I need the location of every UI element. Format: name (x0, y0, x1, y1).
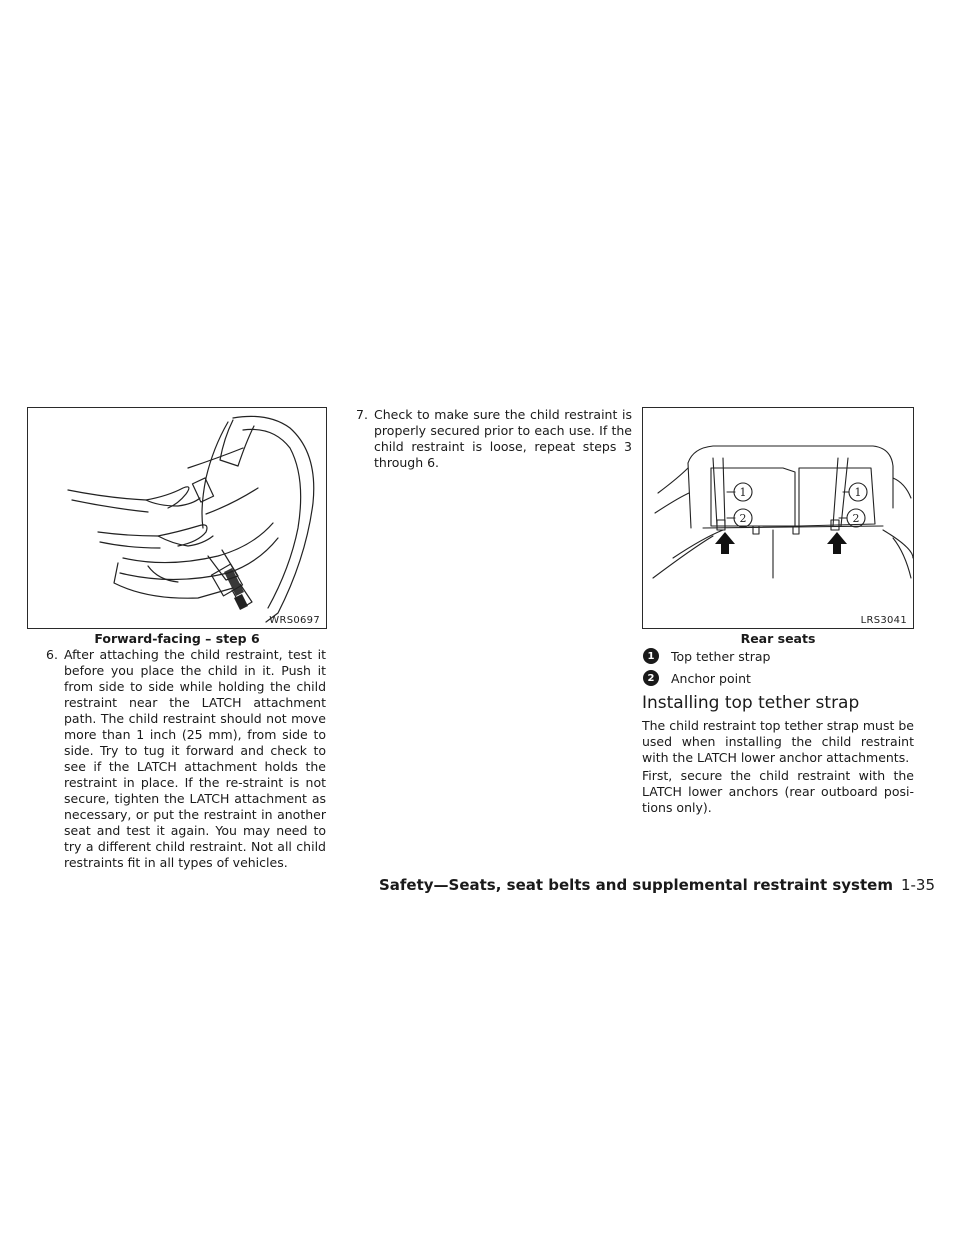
callout-badge: 2 (643, 670, 659, 686)
step-number: 7. (356, 407, 368, 422)
section-heading: Installing top tether strap (642, 693, 860, 713)
callout-1-right: 1 (854, 486, 862, 499)
figure-rear-seats (642, 407, 914, 629)
step-7 (356, 407, 632, 471)
section-paragraph-1: The child restraint top tether strap must be used when installing the child restraint with the LATCH lower anchor attachments. (642, 718, 914, 765)
rear-seats-illustration (643, 408, 913, 628)
legend-label: Top tether strap (671, 648, 771, 664)
arrow-up-icon (715, 532, 847, 554)
figure-caption-forward: Forward-facing – step 6 (94, 631, 260, 646)
callout-badge: 1 (643, 648, 659, 664)
callout-2-left: 2 (739, 512, 747, 525)
forward-facing-illustration (28, 408, 326, 628)
step-text: Check to make sure the child restraint is properly secured prior to each use. If the child restraint is loose, repeat steps 3 through 6. (374, 407, 632, 470)
legend-item-anchor-point (645, 670, 751, 686)
step-text: After attaching the child restraint, test it before you place the child in it. Push it from side to side while holding the child restraint near the LATCH attachment path. The child restraint should not move more than 1 inch (25 mm), from side to side. Try to tug it forward and check to see if the LATCH attachment holds the restraint in place. If the re-straint is not secure, tighten the LATCH attachment as necessary, or put the restraint in another seat and test it again. You may need to try a different child restraint. Not all child restraints fit in all types of vehicles. (64, 647, 326, 870)
figure-code: LRS3041 (860, 615, 907, 626)
callout-2-right: 2 (852, 512, 860, 525)
section-paragraph-2: First, secure the child restraint with the LATCH lower anchors (rear outboard posi-tions only). (642, 768, 914, 815)
figure-code: WRS0697 (269, 615, 320, 626)
figure-caption-rear: Rear seats (740, 631, 816, 646)
footer-title: Safety—Seats, seat belts and supplemental restraint system (378, 876, 893, 894)
step-number: 6. (46, 647, 58, 662)
legend-item-top-tether-strap (645, 648, 770, 664)
figure-forward-facing (27, 407, 327, 629)
page-number: 1-35 (900, 876, 935, 894)
page-footer (379, 876, 935, 894)
callout-1-left: 1 (739, 486, 747, 499)
step-6 (46, 647, 326, 871)
legend-label: Anchor point (671, 670, 751, 686)
